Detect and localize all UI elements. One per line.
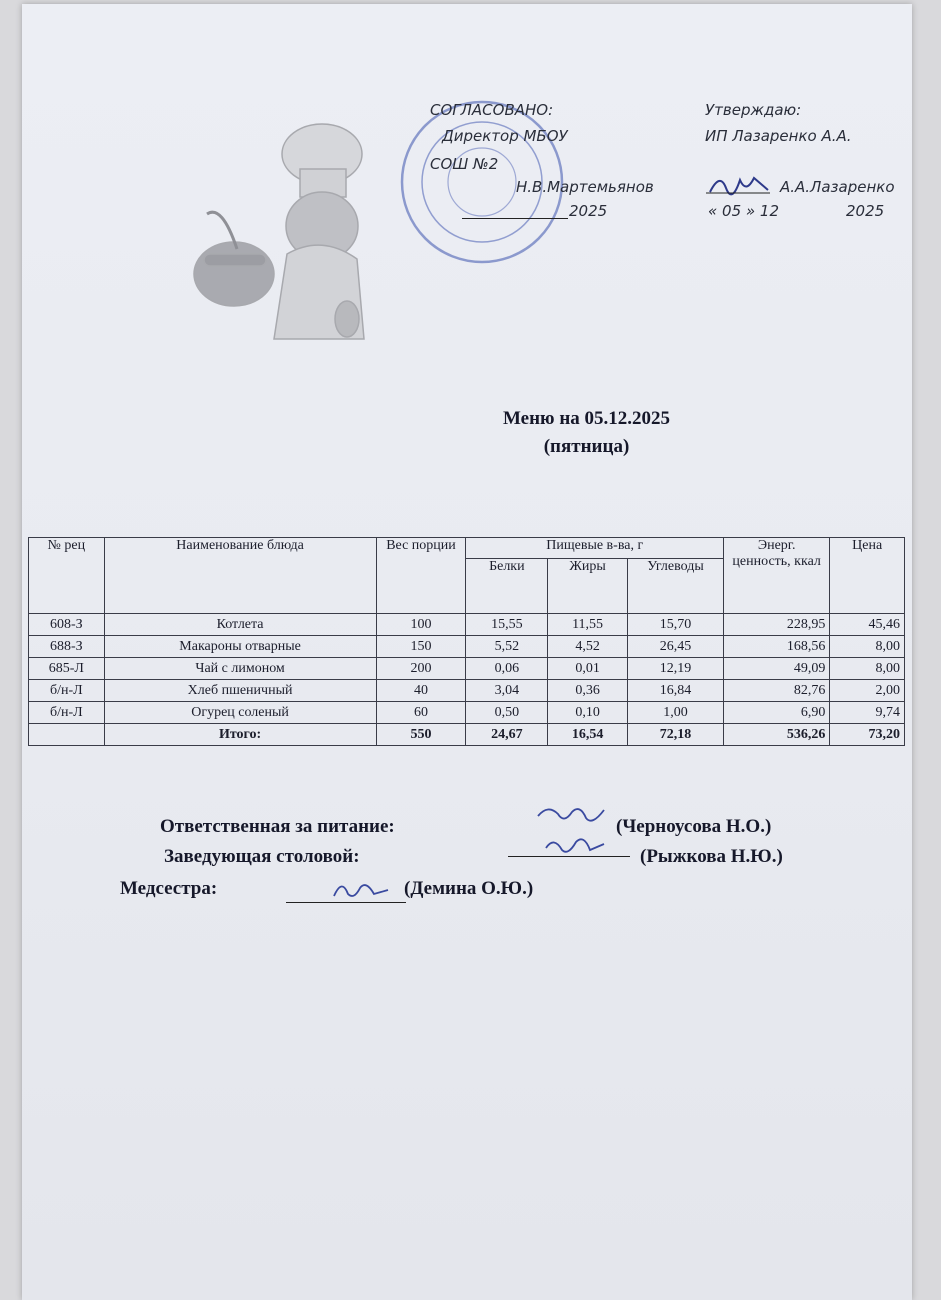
- confirmed-year: 2025: [846, 202, 885, 220]
- cell-price: 8,00: [830, 658, 905, 680]
- header-protein: Белки: [466, 559, 548, 614]
- signature-2-mark: [540, 832, 610, 860]
- cell-weight: 60: [376, 702, 466, 724]
- total-fat: 16,54: [548, 724, 628, 746]
- cell-dish: Макароны отварные: [104, 636, 376, 658]
- page-subtitle: (пятница): [543, 436, 630, 457]
- cell-dish: Чай с лимоном: [104, 658, 376, 680]
- cell-fat: 0,01: [548, 658, 628, 680]
- approved-line1: Директор МБОУ: [442, 127, 568, 145]
- cell-rec: 688-З: [29, 636, 105, 658]
- menu-table: [28, 537, 905, 746]
- cell-dish: Котлета: [104, 614, 376, 636]
- cell-carbs: 26,45: [627, 636, 723, 658]
- approved-line2: СОШ №2: [430, 155, 499, 173]
- approved-date-line: [462, 218, 568, 219]
- approved-heading: СОГЛАСОВАНО:: [430, 101, 554, 119]
- cell-rec: б/н-Л: [29, 702, 105, 724]
- cell-dish: Огурец соленый: [104, 702, 376, 724]
- cell-price: 45,46: [830, 614, 905, 636]
- chef-illustration: [182, 114, 382, 349]
- header-weight: Вес порции: [376, 538, 466, 614]
- cell-protein: 0,50: [466, 702, 548, 724]
- total-row: [29, 724, 905, 746]
- cell-rec: 608-З: [29, 614, 105, 636]
- director-signature: [706, 168, 774, 198]
- cell-carbs: 12,19: [627, 658, 723, 680]
- cell-weight: 200: [376, 658, 466, 680]
- cell-energy: 6,90: [724, 702, 830, 724]
- total-carbs: 72,18: [627, 724, 723, 746]
- cell-energy: 49,09: [724, 658, 830, 680]
- cell-carbs: 1,00: [627, 702, 723, 724]
- signature-1-name: (Черноусова Н.О.): [616, 816, 772, 837]
- header-price: Цена: [830, 538, 905, 614]
- header-carbs: Углеводы: [627, 559, 723, 614]
- cell-energy: 82,76: [724, 680, 830, 702]
- cell-rec: б/н-Л: [29, 680, 105, 702]
- cell-weight: 40: [376, 680, 466, 702]
- cell-price: 8,00: [830, 636, 905, 658]
- table-row: [29, 636, 905, 658]
- total-protein: 24,67: [466, 724, 548, 746]
- header-energy: Энерг. ценность, ккал: [724, 538, 830, 614]
- table-row: [29, 702, 905, 724]
- cell-empty: [29, 724, 105, 746]
- confirmed-name: А.А.Лазаренко: [780, 178, 895, 196]
- table-row: [29, 614, 905, 636]
- signature-3-mark: [330, 874, 394, 904]
- cell-fat: 0,36: [548, 680, 628, 702]
- cell-carbs: 16,84: [627, 680, 723, 702]
- header-fat: Жиры: [548, 559, 628, 614]
- signature-1-mark: [528, 802, 612, 832]
- total-weight: 550: [376, 724, 466, 746]
- cell-fat: 11,55: [548, 614, 628, 636]
- header-rec-no: № рец: [29, 538, 105, 614]
- confirmed-line1: ИП Лазаренко А.А.: [705, 127, 852, 145]
- cell-carbs: 15,70: [627, 614, 723, 636]
- table-row: [29, 658, 905, 680]
- signature-2-name: (Рыжкова Н.Ю.): [640, 846, 783, 867]
- cell-weight: 100: [376, 614, 466, 636]
- cell-price: 2,00: [830, 680, 905, 702]
- confirmed-heading: Утверждаю:: [705, 101, 802, 119]
- signature-3-label: Медсестра:: [120, 878, 218, 899]
- cell-protein: 0,06: [466, 658, 548, 680]
- page-title: Меню на 05.12.2025: [502, 408, 671, 429]
- header-dish: Наименование блюда: [104, 538, 376, 614]
- cell-protein: 5,52: [466, 636, 548, 658]
- signature-1-label: Ответственная за питание:: [160, 816, 395, 837]
- approved-name: Н.В.Мартемьянов: [516, 178, 654, 196]
- total-energy: 536,26: [724, 724, 830, 746]
- approved-year: 2025: [569, 202, 608, 220]
- signature-3-name: (Демина О.Ю.): [404, 878, 534, 899]
- cell-protein: 15,55: [466, 614, 548, 636]
- total-label: Итого:: [104, 724, 376, 746]
- table-row: [29, 680, 905, 702]
- total-price: 73,20: [830, 724, 905, 746]
- signature-2-label: Заведующая столовой:: [164, 846, 360, 867]
- cell-fat: 4,52: [548, 636, 628, 658]
- cell-rec: 685-Л: [29, 658, 105, 680]
- cell-weight: 150: [376, 636, 466, 658]
- cell-energy: 168,56: [724, 636, 830, 658]
- cell-protein: 3,04: [466, 680, 548, 702]
- cell-fat: 0,10: [548, 702, 628, 724]
- cell-dish: Хлеб пшеничный: [104, 680, 376, 702]
- confirmed-date: « 05 » 12: [708, 202, 779, 220]
- cell-price: 9,74: [830, 702, 905, 724]
- cell-energy: 228,95: [724, 614, 830, 636]
- header-nutrients: Пищевые в-ва, г: [466, 538, 724, 559]
